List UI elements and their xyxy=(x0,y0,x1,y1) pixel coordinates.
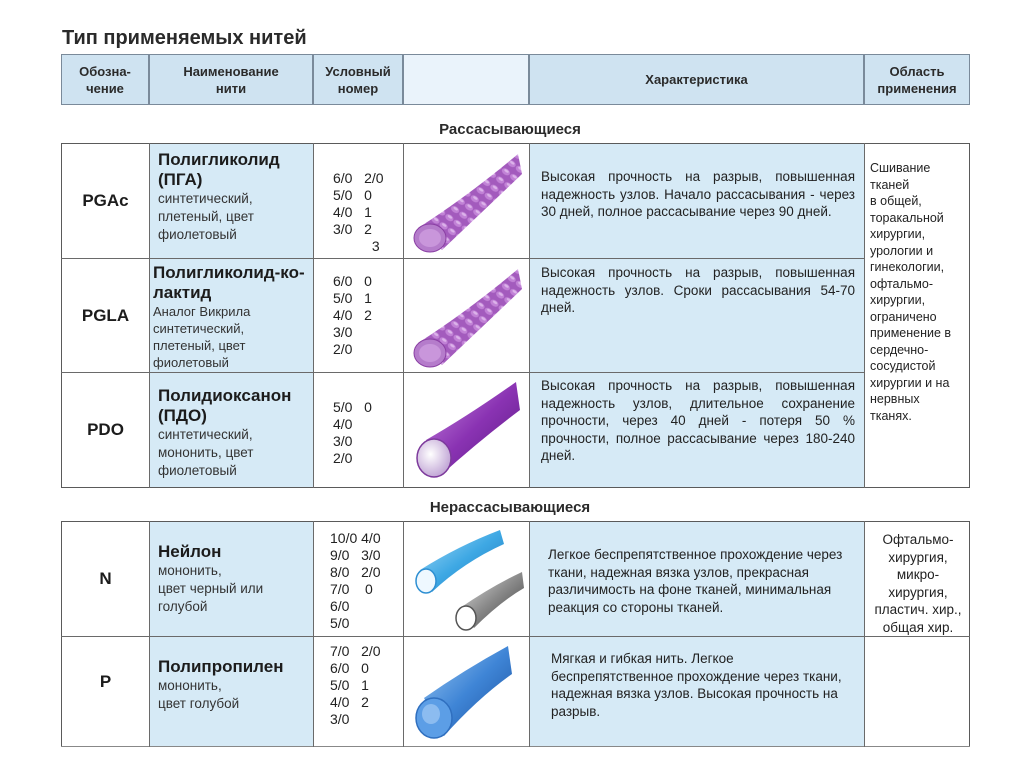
row-pgac-characteristic: Высокая прочность на разрыв, повышенная надежность узлов. Начало рассасывания - через 30 дней, полное рассасывание через 90 дней. xyxy=(541,169,855,219)
header-area xyxy=(864,54,970,105)
col-divider xyxy=(149,521,150,747)
polypropylene-thread-image xyxy=(408,640,526,744)
row-p-name xyxy=(158,657,310,713)
header-name xyxy=(149,54,313,105)
row-pgac-numbers: 6/0 2/0 5/0 0 4/0 1 3/0 2 3 xyxy=(333,170,384,254)
thread-name: Нейлон xyxy=(158,542,222,561)
page-title: Тип применяемых нитей xyxy=(62,27,307,49)
col-divider xyxy=(403,143,404,488)
thread-name: Полидиоксанон (ПДО) xyxy=(158,386,292,425)
col-divider xyxy=(529,143,530,488)
col-divider xyxy=(403,521,404,747)
header-number-label: Условный номер xyxy=(325,63,391,96)
row-n-characteristic: Легкое беспрепятственное прохождение через ткани, надежная вязка узлов, прекрасная различимость на фоне тканей, минимальная реакция со стороны тканей. xyxy=(548,547,843,615)
col-divider xyxy=(864,521,865,747)
area-nonabsorbable: Офтальмо- хирургия, микро- хирургия, пластич. хир., общая хир. xyxy=(874,532,962,635)
header-name-label: Наименование нити xyxy=(183,63,279,96)
monofilament-violet-thread-image xyxy=(408,376,526,484)
col-divider xyxy=(313,143,314,488)
header-code xyxy=(61,54,149,105)
thread-description: мононить, цвет черный или голубой xyxy=(158,563,264,614)
col-divider xyxy=(313,521,314,747)
section-nonabsorbable-title: Нерассасывающиеся xyxy=(429,499,591,516)
thread-name: Полипропилен xyxy=(158,657,284,676)
col-divider xyxy=(529,521,530,747)
row-pgla-numbers: 6/0 0 5/0 1 4/0 2 3/0 2/0 xyxy=(333,273,372,357)
thread-description: Аналог Викрила синтетический, плетеный, цвет фиолетовый xyxy=(153,304,251,370)
thread-name: Полигликолид (ПГА) xyxy=(158,150,280,189)
header-number xyxy=(313,54,403,105)
row-pdo-name xyxy=(158,386,310,480)
row-p-numbers: 7/0 2/0 6/0 0 5/0 1 4/0 2 3/0 xyxy=(330,643,381,727)
area-absorbable: Сшивание тканей в общей, торакальной хирургии, урологии и гинекологии, офтальмо- хирургии, ограничено применение в сердечно- сосудистой хирургии и на нервных тканях. xyxy=(870,161,952,423)
nylon-thread-image xyxy=(408,526,526,632)
section-absorbable-title: Рассасывающиеся xyxy=(439,121,581,138)
row-pgla-code: PGLA xyxy=(81,305,130,325)
row-pdo-numbers: 5/0 0 4/0 3/0 2/0 xyxy=(333,399,372,466)
row-n-code: N xyxy=(99,569,112,588)
header-characteristic-label: Характеристика xyxy=(645,72,748,87)
header-image xyxy=(403,54,529,105)
row-divider xyxy=(61,636,970,637)
row-pgla-name xyxy=(153,263,311,371)
row-pgla-characteristic: Высокая прочность на разрыв, повышенная надежность узлов. Сроки рассасывания 54-70 дней. xyxy=(541,265,855,315)
row-pdo-characteristic: Высокая прочность на разрыв, повышенная надежность узлов, длительное сохранение прочности, через 40 дней - потеря 50 % прочности, полное рассасывание через 180-240 дней. xyxy=(541,378,855,463)
col-divider xyxy=(864,143,865,488)
header-code-label: Обозна- чение xyxy=(79,63,131,96)
col-divider xyxy=(149,143,150,488)
row-divider xyxy=(61,372,864,373)
header-characteristic xyxy=(529,54,864,105)
row-n-name xyxy=(158,542,310,616)
thread-description: синтетический, плетеный, цвет фиолетовый xyxy=(158,191,254,242)
row-p-code: P xyxy=(99,672,112,691)
thread-description: синтетический, мононить, цвет фиолетовый xyxy=(158,427,254,478)
row-pdo-code: PDO xyxy=(87,420,124,439)
row-divider xyxy=(61,746,970,747)
row-n-numbers: 10/0 4/0 9/0 3/0 8/0 2/0 7/0 0 6/0 5/0 xyxy=(330,530,381,631)
thread-name: Полигликолид-ко- лактид xyxy=(153,263,305,302)
row-pgac-code: PGAc xyxy=(82,191,129,210)
braided-violet-thread-image xyxy=(408,261,526,371)
row-pgac-name xyxy=(158,150,310,244)
braided-violet-thread-image xyxy=(408,146,526,256)
row-p-characteristic: Мягкая и гибкая нить. Легкое беспрепятственное прохождение через ткани, надежная вязка узлов. Высокая прочность на разрыв. xyxy=(551,651,842,719)
row-divider xyxy=(61,258,864,259)
thread-description: мононить, цвет голубой xyxy=(158,678,240,711)
header-area-label: Область применения xyxy=(877,63,957,96)
